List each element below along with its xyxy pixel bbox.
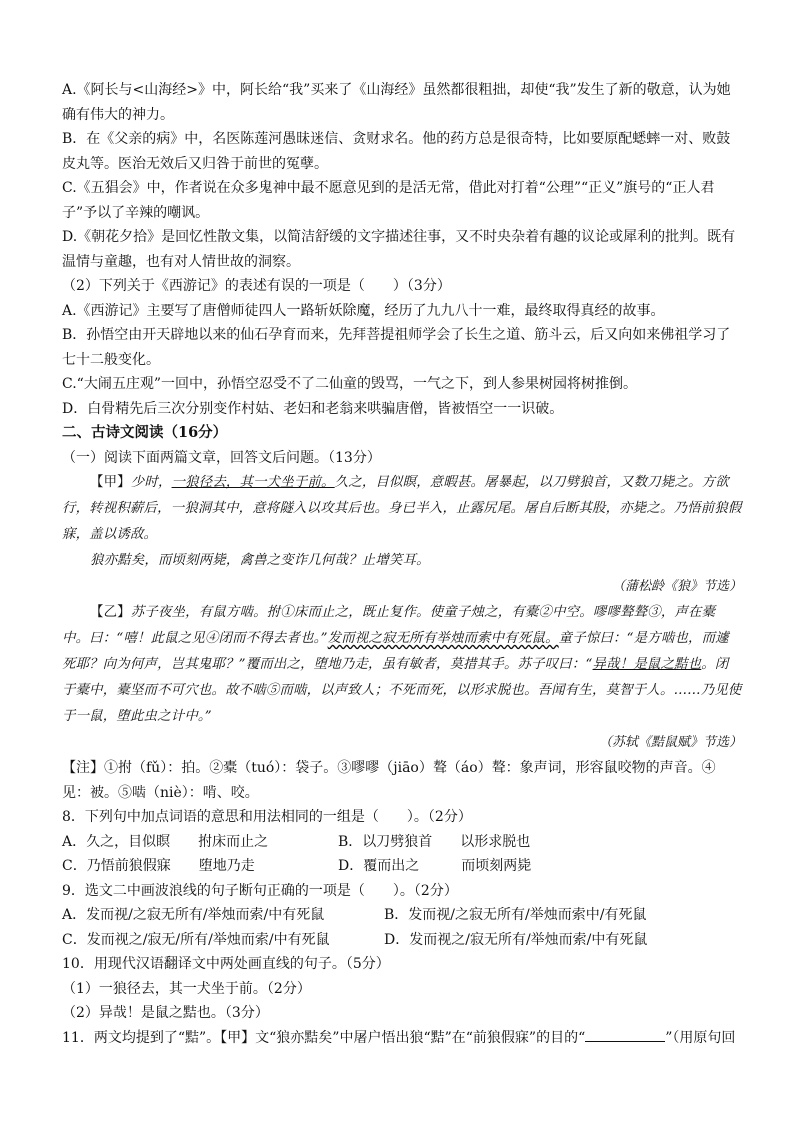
question-8-stem: 8．下列句中加点词语的意思和用法相同的一组是（ ）。（2分） bbox=[62, 809, 472, 825]
question-10-item-1: （1）一狼径去，其一犬坐于前。（2分） bbox=[62, 980, 311, 997]
question-8-option-a: A．久之，目似瞑 拊床而止之 bbox=[62, 833, 269, 850]
question-2-stem: （2）下列关于《西游记》的表述有误的一项是（ ）（3分） bbox=[62, 278, 451, 294]
question-11-text-1: 11．两文均提到了“黠”。【甲】文“狼亦黠矣”中屠户悟出狼“黠”在“前狼假寐”的目的“ bbox=[62, 1029, 586, 1046]
passage-jia-text-1: 少时， bbox=[130, 475, 172, 490]
passage-yi-source: （苏轼《黠鼠赋》节选） bbox=[598, 735, 742, 750]
question-8-option-c: C．乃悟前狼假寐 堕地乃走 bbox=[62, 858, 255, 874]
passage-jia-source: （蒲松龄《狼》节选） bbox=[611, 579, 742, 594]
annotation-note: 【注】①拊（fǔ）：拍。②橐（tuó）：袋子。③嘐嘐（jiāo）聱（áo）聱：象声词，形容鼠咬物的声音。④见：被。⑤啮（niè）：啃、咬。 bbox=[62, 760, 716, 801]
option-a: A.《阿长与<山海经>》中，阿长给“我”买来了《山海经》虽然都很粗拙，却使“我”发生了新的敬意，认为她确有伟大的神力。 bbox=[62, 82, 731, 123]
passage-jia-text-2: 久之，目似瞑，意暇甚。屠暴起，以刀劈狼首，又数刀毙之。方欲行，转视积薪后，一狼洞其中，意将隧入以攻其后也。身已半入，止露尻尾。屠自后断其股，亦毙之。乃悟前狼假寐，盖以诱敌。 bbox=[62, 475, 742, 542]
question-2-option-a: A.《西游记》主要写了唐僧师徒四人一路斩妖除魔，经历了九九八十一难，最终取得真经的故事。 bbox=[62, 302, 665, 319]
question-2-option-c: C.“大闹五庄观”一回中，孙悟空忍受不了二仙童的毁骂，一气之下，到人参果树园将树推倒。 bbox=[62, 376, 637, 392]
question-8-options-row-2 bbox=[62, 854, 742, 879]
question-9-options-row-1 bbox=[62, 903, 742, 928]
section-2-heading: 二、古诗文阅读（16分） bbox=[62, 424, 228, 441]
exam-page bbox=[62, 78, 742, 1050]
question-9-option-b: B．发而视/之寂无所有/举烛而索中/有死鼠 bbox=[384, 907, 647, 923]
passage-yi-text-3: 。闭于橐中，橐坚而不可穴也。故不啮⑤而啮，以声致人；不死而死，以形求脱也。吾闻有生，莫智于人。……乃见使于一鼠，堕此虫之计中。” bbox=[62, 657, 742, 724]
passage-yi-tag: 【乙】 bbox=[90, 605, 131, 620]
question-11-text-2: ”（用原句回 bbox=[665, 1029, 736, 1046]
question-8-options-row-1 bbox=[62, 830, 742, 855]
question-2-option-b: B．孙悟空由开天辟地以来的仙石孕育而来，先拜菩提祖师学会了长生之道、筋斗云，后又向如来佛祖学习了七十二般变化。 bbox=[62, 327, 731, 368]
passage-jia-underlined: 一狼径去，其一犬坐于前。 bbox=[171, 475, 335, 490]
passage-jia bbox=[62, 470, 742, 548]
question-8-option-d: D．覆而出之 而顷刻两毙 bbox=[338, 858, 532, 874]
passage-yi-text-2: 童子惊曰：“是方啮也，而遽死耶？向为何声，岂其鬼耶？”覆而出之，堕地乃走，虽有敏者，莫措其手。苏子叹曰：“ bbox=[62, 631, 729, 672]
option-d: D.《朝花夕拾》是回忆性散文集，以简洁舒缓的文字描述往事，又不时央杂着有趣的议论或犀利的批判。既有温情与童趣，也有对人情世故的洞察。 bbox=[62, 229, 736, 270]
subsection-1-heading: （一）阅读下面两篇文章，回答文后问题。（13分） bbox=[62, 449, 381, 466]
question-9-stem: 9．选文二中画波浪线的句子断句正确的一项是（ ）。（2分） bbox=[62, 882, 458, 899]
question-8-option-b: B．以刀劈狼首 以形求脱也 bbox=[338, 833, 531, 850]
passage-yi bbox=[62, 600, 742, 730]
option-c: C.《五猖会》中，作者说在众多鬼神中最不愿意见到的是活无常，借此对打着“公理”“正义”旗号的“正人君子”予以了辛辣的嘲讽。 bbox=[62, 180, 715, 221]
passage-jia-tag: 【甲】 bbox=[90, 475, 131, 490]
answer-blank[interactable] bbox=[585, 1027, 665, 1042]
question-10-stem: 10．用现代汉语翻译文中两处画直线的句子。（5分） bbox=[62, 956, 390, 972]
passage-jia-comment: 狼亦黠矣，而顷刻两毙，禽兽之变诈几何哉？止增笑耳。 bbox=[90, 553, 430, 568]
question-11-stem bbox=[62, 1026, 742, 1051]
question-9-options-row-2 bbox=[62, 928, 742, 953]
option-b: B．在《父亲的病》中，名医陈莲河愚昧迷信、贪财求名。他的药方总是很奇特，比如要原配蟋蟀一对、败鼓皮丸等。医治无效后又归咎于前世的冤孽。 bbox=[62, 131, 731, 172]
passage-yi-wavy: 发而视之寂无所有举烛而索中有死鼠。 bbox=[327, 631, 559, 646]
question-2-option-d: D．白骨精先后三次分别变作村姑、老妇和老翁来哄骗唐僧，皆被悟空一一识破。 bbox=[62, 400, 564, 417]
question-9-option-a: A．发而视/之寂无所有/举烛而索/中有死鼠 bbox=[62, 907, 325, 923]
passage-yi-text-1: 苏子夜坐，有鼠方啮。拊①床而止之，既止复作。使童子烛之，有橐②中空。嘐嘐聱聱③，声在橐中。曰：“嘻！此鼠之见④闭而不得去者也。” bbox=[62, 605, 716, 646]
question-10-item-2: （2）异哉！是鼠之黠也。（3分） bbox=[62, 1005, 269, 1021]
question-9-option-d: D．发而视之/寂无所有/举烛而索/中有死鼠 bbox=[384, 931, 648, 948]
passage-yi-underlined: 异哉！是鼠之黠也 bbox=[592, 657, 702, 672]
question-9-option-c: C．发而视之/寂无/所有/举烛而索/中有死鼠 bbox=[62, 931, 330, 948]
